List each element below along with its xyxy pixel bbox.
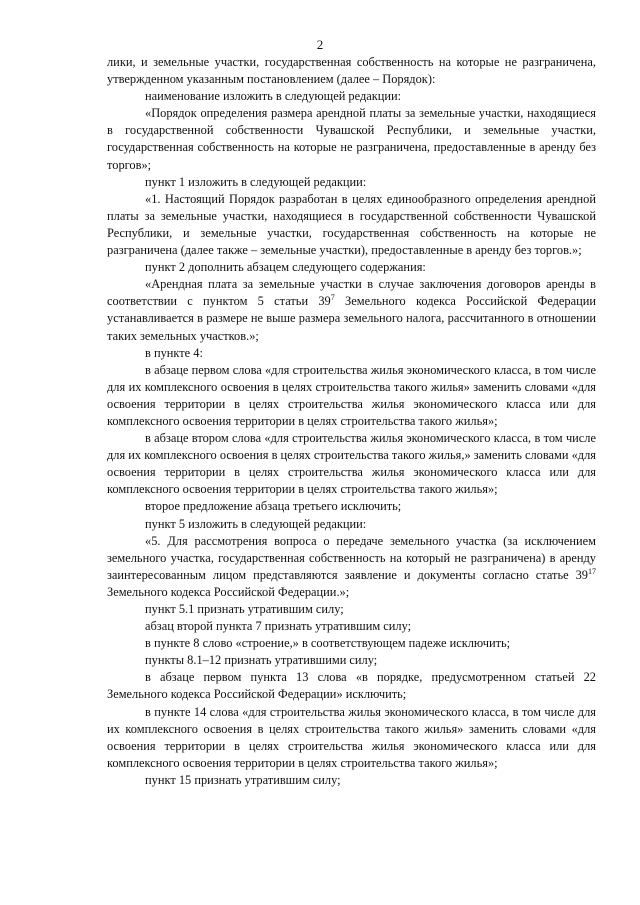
document-paragraph [107, 533, 596, 601]
document-paragraph: в пункте 14 слова «для строительства жилья экономического класса, в том числе для их комплексного освоения в целях строительства такого жилья» заменить словами «для освоения территории в целях строительства жилья экономического класса или для комплексного освоения территории в целях строительства такого жилья»; [107, 704, 596, 770]
document-paragraph [107, 276, 596, 344]
paragraph-text: Земельного кодекса Российской Федерации устанавливается в размере не выше размера земельного налога, рассчитанного в отношении таких земельных участков.»; [107, 294, 596, 343]
document-paragraph: лики, и земельные участки, государственная собственность на которые не разграничена, утвержденном указанным постановлением (далее – Порядок): [107, 55, 596, 87]
document-paragraph: в абзаце втором слова «для строительства жилья экономического класса, в том числе для их комплексного освоения в целях строительства такого жилья,» заменить словами «для освоения территории в целях строительства жилья экономического класса или для комплексного освоения территории в целях строительства такого жилья»; [107, 431, 596, 497]
document-paragraph: пункты 8.1–12 признать утратившими силу; [145, 653, 378, 668]
article-superscript: 17 [588, 566, 596, 576]
document-paragraph: «1. Настоящий Порядок разработан в целях единообразного определения арендной платы за земельные участки, находящиеся в государственной собственности Чувашской Республики, и земельные участки, государственная собственность на которые не разграничена (далее также – земельные участки), предоставленные в аренду без торгов.»; [107, 191, 596, 258]
document-body [107, 54, 596, 789]
paragraph-text: «Арендная плата за земельные участки в случае заключения договоров аренды в соответствии с пунктом 5 статьи 39 [107, 277, 596, 309]
article-superscript: 7 [330, 293, 335, 303]
document-paragraph: в абзаце первом слова «для строительства жилья экономического класса, в том числе для их комплексного освоения в целях строительства такого жилья» заменить словами «для освоения территории в целях строительства жилья экономического класса или для комплексного освоения территории в целях строительства такого жилья»; [107, 362, 596, 428]
paragraph-text: «5. Для рассмотрения вопроса о передаче земельного участка (за исключением земельного участка, государственная собственность на который не разграничена) в аренду заинтересованным лицом представляются заявление и документы согласно статье 39 [107, 533, 596, 582]
document-paragraph: пункт 5 изложить в следующей редакции: [145, 516, 367, 531]
document-paragraph: пункт 5.1 признать утратившим силу; [145, 602, 344, 616]
paragraph-text: Земельного кодекса Российской Федерации.»; [107, 584, 350, 599]
document-paragraph: пункт 1 изложить в следующей редакции: [145, 174, 367, 189]
document-paragraph: в пункте 4: [145, 345, 203, 360]
document-paragraph: наименование изложить в следующей редакции: [145, 89, 402, 104]
document-paragraph: пункт 2 дополнить абзацем следующего содержания: [145, 260, 426, 275]
document-paragraph: «Порядок определения размера арендной платы за земельные участки, находящиеся в государственной собственности Чувашской Республики, и земельные участки, государственная собственность на которые не разграничена, предоставленные в аренду без торгов»; [107, 106, 596, 172]
document-paragraph: второе предложение абзаца третьего исключить; [145, 499, 402, 514]
document-paragraph: в пункте 8 слово «строение,» в соответствующем падеже исключить; [145, 636, 511, 651]
page-number: 2 [316, 37, 324, 52]
document-paragraph: пункт 15 признать утратившим силу; [145, 772, 341, 787]
document-paragraph: абзац второй пункта 7 признать утратившим силу; [145, 619, 412, 634]
document-paragraph: в абзаце первом пункта 13 слова «в порядке, предусмотренном статьей 22 Земельного кодекса Российской Федерации» исключить; [107, 670, 596, 702]
